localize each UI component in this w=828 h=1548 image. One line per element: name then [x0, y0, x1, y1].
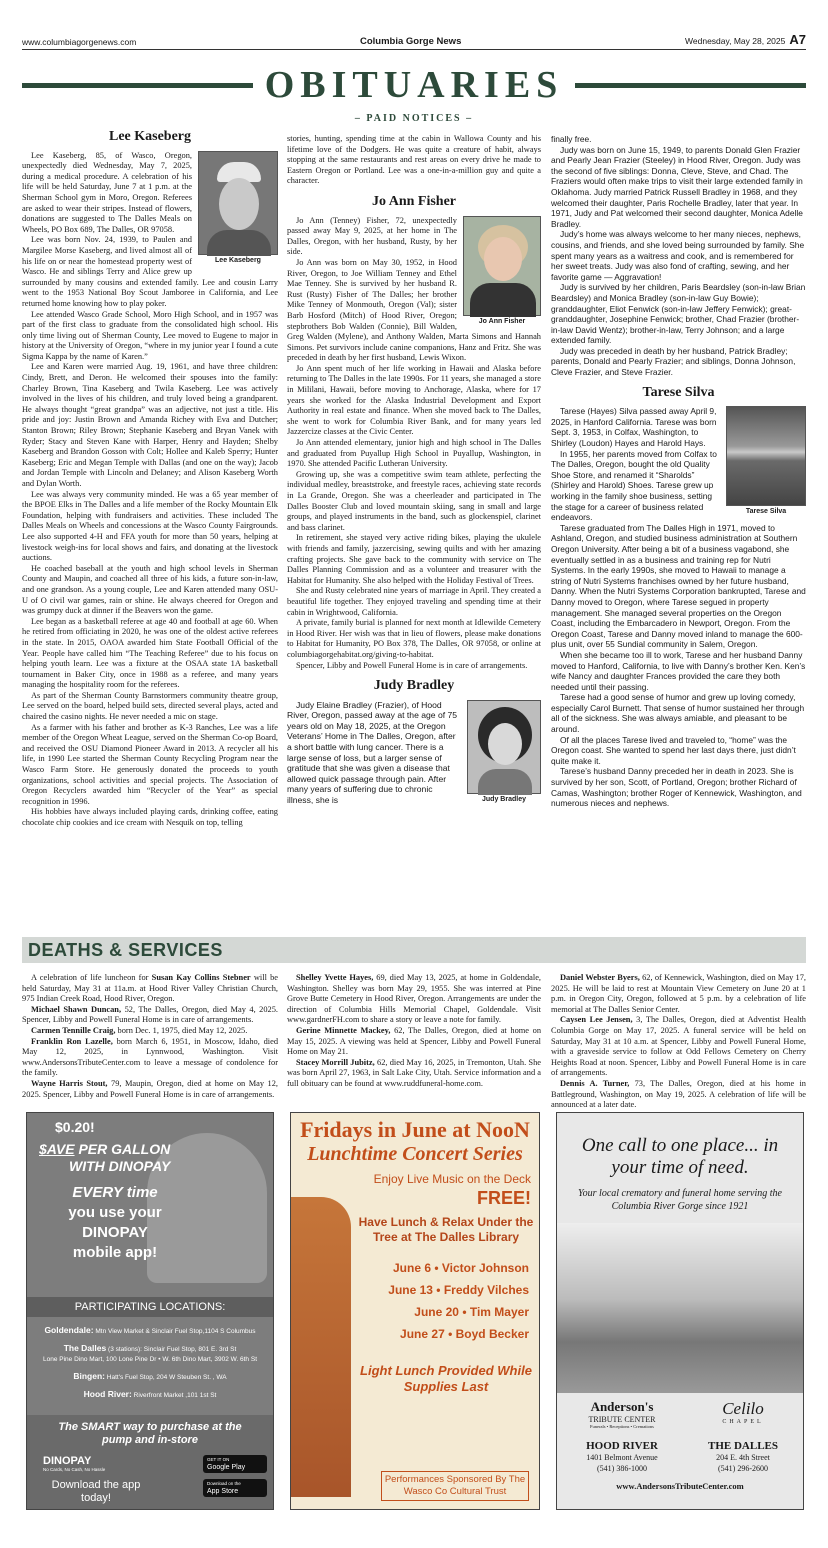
ad-andersons-tribute[interactable]	[556, 1112, 804, 1510]
paragraph: Judy Elaine Bradley (Frazier), of Hood River, Oregon, passed away at the age of 75 years old on May 18, 2025, at the Oregon Veterans’ Home in The Dalles, Oregon, after a short battle with lung cancer. There is a large sense of loss, but a larger sense of gratitude that she was given a disease that allowed quick passage through pain. After many years of suffering due to chronic illness, she is	[287, 699, 458, 806]
notice-text: 52, The Dalles, Oregon, died May 4, 2025. Spencer, Libby and Powell Funeral Home is in care of arrangements.	[22, 1004, 278, 1025]
deceased-name: Daniel Webster Byers,	[560, 973, 640, 982]
portrait-image	[463, 216, 541, 316]
page-number: A7	[789, 32, 806, 47]
deaths-column-3	[551, 973, 806, 1110]
paragraph: Jo Ann was born on May 30, 1952, in Hood River, Oregon, to Joe William Tenney and Ethel Mae Tenney. She is survived by her husband R. Rust (Rusty) Fisher of The Dalles; her brother Mike Tenney of Monmouth, Oregon (Val); sister Barb Hosford (Mitch) of Hood River, Oregon; stepbrothers Bob Walden (Connie), Bill Walden, Greg Walden (Mylene), and Anthony Walden, Marta Simons and Hannah Simons. Pet survivors include canine companions, Hanz and Fritz. She was preceded in death by her first husband, Lewis Wixon.	[287, 257, 541, 363]
deceased-name: Shelley Yvette Hayes,	[296, 973, 374, 982]
photo-tarese	[726, 406, 806, 518]
deceased-name: Caysen Lee Jensen,	[560, 1015, 633, 1025]
paragraph: Spencer, Libby and Powell Funeral Home is in care of arrangements.	[296, 660, 528, 670]
date: June 13	[388, 1283, 433, 1297]
concert-date: June 13 • Freddy Vilches	[388, 1283, 529, 1297]
paragraph: Growing up, she was a competitive swim team athlete, perfecting the individual medley, breaststroke, and freestyle races, achieving state records in La Grande, Oregon. She was a cheerleader and participated in The Dalles Booster Club and loved mountain skiing, sang in small and large groups, and played instruments in the band, such as glockenspiel, clarinet and bass clarinet.	[287, 469, 541, 532]
location-address: Mtn View Market & Sinclair Fuel Stop,1104 S Columbus	[95, 1328, 256, 1335]
performer: Tim Mayer	[469, 1305, 529, 1319]
death-notice	[551, 1079, 806, 1111]
performer: Freddy Vilches	[443, 1283, 529, 1297]
dinopay-logo	[43, 1455, 105, 1472]
photo-caption: Judy Bradley	[482, 795, 526, 803]
concert-title: Fridays in June at NooN	[300, 1117, 530, 1142]
obit-lee-kaseberg	[22, 128, 278, 928]
location-address: Riverfront Market ,101 1st St	[133, 1392, 217, 1399]
photo-caption: Tarese Silva	[745, 508, 787, 516]
obituaries-banner	[22, 62, 806, 108]
logo-text: Celilo	[722, 1399, 764, 1418]
date: June 6	[392, 1261, 431, 1275]
badge-label: Google Play	[207, 1464, 246, 1471]
location-phone[interactable]: (541) 386-1000	[597, 1464, 647, 1473]
location-name: The Dalles	[63, 1343, 107, 1353]
paragraph: Tarese’s husband Danny preceded her in death in 2023. She is survived by her son, Scott, of Portland, Oregon; brother Richard of Camas, Washington; brother Roger of Kennewick, Washington, and numerous nieces and nephews.	[551, 766, 802, 809]
mobile-app-text: mobile app!	[72, 1244, 158, 1261]
logo-tagline: Funerals • Receptions • Cremations	[590, 1424, 654, 1429]
location-name: Hood River:	[83, 1389, 132, 1399]
photo-joann	[463, 216, 541, 328]
paragraph: Judy is survived by her children, Paris Beardsley (son-in-law Brian Beardsley) and Monica Bradley (son-in-law Guy Bowie); granddaughter, Eliot Fenwick (son-in-law Jeffery Fenwick); great-granddaughter, Josephine Fenwick; brother, Chad Frazier (brother-in-law David Wentz); brother-in-law, Terry Johnson; and a large extended family.	[551, 282, 806, 346]
death-notice	[22, 973, 278, 1005]
notice-text: 73, The Dalles, Oregon, died at his home in Battleground, Washington, on May 19, 2025. A celebration of life will be announced at a later date.	[551, 1078, 806, 1110]
light-lunch-text: Light Lunch Provided While Supplies Last	[360, 1363, 532, 1394]
death-notice	[287, 973, 541, 1026]
paragraph: Judy was born on June 15, 1949, to parents Donald Glen Frazier and Pearly Jean Frazier (Steeley) in Hood River, Oregon. Judy was the second of five siblings: Donna, Cleve, Steve, and Chad. The Fraziers would often make trips to visit their large extended family in Oklahoma. Judy married Patrick Russell Bradley in 1968, and they welcomed their daughter, Paris Rochelle Bradley, later that year. In 1971, Judy and Pat welcomed their second daughter, Monica Adelle Bradley.	[551, 144, 803, 229]
deceased-name: Wayne Harris Stout,	[31, 1078, 108, 1088]
location-address: Hatt's Fuel Stop, 204 W Steuben St. , WA	[106, 1374, 227, 1381]
paragraph: Jo Ann spent much of her life working in Hawaii and Alaska before returning to The Dalles in the late 1990s. For 11 years, she managed a store in Mililani, Hawaii, before moving to Anchorage, Alaska, where for 17 years she worked for the Alaska Industrial Development and Export Authority in real estate and finance. When she moved back to The Dalles, she went to work for Columbia River Bank, and for many years led Jazzercize classes at the Civic Center.	[287, 363, 541, 437]
paragraph: Lee and Karen were married Aug. 19, 1961, and have three children: Cindy, Brett, and Deron. He welcomed their spouses into the family: Charley Brown, Tina Kaseberg and Twila Kaseberg. Lee was actively involved in the lives of his children, and truly loved being a grandparent. He always thought “great grandpa” was an adjective, not just a title. His pride and joy: Justin Brown and Amanda Richey with Eva and Dutcher; Stanton Brown; Riley Brown; Stephanie Kaseberg and Bryan Vanek with Ryder; Stacy and Steven Kane with Harper, Henry and Hayden; Shelby Kaseberg and Brandon Gosson with Colt; Hollee and Kaleb Sperry; Hunter Kaseberg; Eric and Megan Temple with Dallas (and one on the way); Jacob and Jordan Temple with Lincoln and Delaney; and Alison Kaseberg Worth and Dylan Worth.	[22, 362, 278, 488]
location-name: Goldendale:	[44, 1325, 94, 1335]
badge-pre: Download on the	[207, 1481, 241, 1486]
death-notice	[551, 1015, 806, 1079]
location-name: Bingen:	[73, 1371, 105, 1381]
paragraph: Lee was born Nov. 24, 1939, to Paulen and Margilee Morse Kaseberg, and lived almost all of his life on or near the homestead property west of Wasco. He and siblings Terry and Alice grew up surrounded by many cousins and extended family. Lee and cousin Larry went to the 1953 National Boy Scout Jamboree in California, and Lee returned home knowing how to play poker.	[22, 235, 278, 308]
death-notice	[22, 1005, 278, 1026]
death-notice	[287, 1058, 541, 1090]
free-text: FREE!	[477, 1188, 531, 1208]
photo-lee	[198, 151, 278, 267]
logo-subtext: CHAPEL	[722, 1419, 764, 1425]
lunch-relax-text: Have Lunch & Relax Under the Tree at The Dalles Library	[358, 1215, 534, 1244]
paragraph: Lee was always very community minded. He was a 65 year member of the BPOE Elks in The Dalles and a life member of the Rocky Mountain Elk Foundation, helping with fundraisers and activities. These included The Dalles Meals on Wheels and concessions at the Wasco County Fairgrounds. Lee also supported 4-H and FFA youth for more than 50 years, helping at livestock weigh-ins for local shows and fairs, and donating at the livestock auctions.	[22, 489, 278, 563]
date: June 27	[400, 1327, 445, 1341]
deceased-name: Michael Shawn Duncan,	[31, 1004, 122, 1014]
concert-date: June 27 • Boyd Becker	[400, 1327, 529, 1341]
price-text: $0.20!	[55, 1119, 95, 1135]
badge-pre: GET IT ON	[207, 1457, 230, 1462]
ad-url[interactable]: www.AndersonsTributeCenter.com	[616, 1481, 744, 1491]
obit-name-tarese: Tarese Silva	[642, 384, 715, 400]
the-dalles-location	[687, 1441, 799, 1474]
per-gallon-text: PER GALLON	[78, 1141, 171, 1157]
concert-subtitle: Lunchtime Concert Series	[307, 1143, 523, 1165]
paid-notices-label: – PAID NOTICES –	[354, 113, 474, 124]
obit-column-2	[287, 134, 541, 928]
sponsor-text: Performances Sponsored By The Wasco Co Cultural Trust	[381, 1471, 529, 1501]
locations-title: PARTICIPATING LOCATIONS:	[27, 1297, 273, 1317]
paragraph: Jo Ann (Tenney) Fisher, 72, unexpectedly passed away May 9, 2025, at her home in The Dalles, Oregon, with her husband, Rusty, by her side.	[287, 215, 457, 257]
notice-text: 79, Maupin, Oregon, died at home on May 12, 2025. Spencer, Libby and Powell Funeral Home is in care of arrangements.	[22, 1078, 278, 1099]
paragraph: Of all the places Tarese lived and traveled to, “home” was the Oregon coast. She wanted to spend her last days there, just didn’t quite make it.	[551, 734, 796, 766]
notice-text: born Dec. 1, 1975, died May 12, 2025.	[115, 1025, 248, 1035]
paragraph: When she became too ill to work, Tarese and her husband Danny moved to Hanford, California, to live with Danny’s brother Ken. Ken’s wife Nancy and daughter Frances provided the care they both needed until their passing.	[551, 649, 806, 692]
site-url[interactable]: www.columbiagorgenews.com	[22, 37, 137, 47]
celilo-logo	[687, 1399, 799, 1425]
concert-date: June 20 • Tim Mayer	[414, 1305, 529, 1319]
ad-subheadline: Your local crematory and funeral home serving the Columbia River Gorge since 1921	[578, 1188, 782, 1212]
location-phone[interactable]: (541) 296-2600	[718, 1464, 768, 1473]
tree-illustration	[291, 1197, 351, 1497]
deceased-name: Stacey Morrill Jubitz,	[296, 1057, 375, 1067]
paragraph: She and Rusty celebrated nine years of marriage in April. They created a beautiful life together. They enjoyed traveling and spending time at their cabin in Wrightwood, California.	[287, 586, 541, 617]
notice-text: 62, of Kennewick, Washington, died on May 17, 2025. He will be laid to rest at Mountain View Cemetery on June 20 at 1 p.m. in Oregon City, Oregon, followed at 5 p.m. by a celebration of life memorial at The Dalles Senior Center.	[551, 973, 806, 1014]
location-address: 1401 Belmont Avenue	[586, 1453, 658, 1462]
paragraph: stories, hunting, spending time at the cabin in Wallowa County and his lifetime love of the Dodgers. He was quite a creature of habit, always stopping at the same restaurants and rest areas on every drive he made to Eastern Oregon or Portland. Lee was a one-in-a-million guy and quite a character.	[287, 134, 541, 186]
banner-rule-right	[575, 83, 806, 88]
portrait-image	[467, 700, 541, 794]
deceased-name: Dennis A. Turner,	[560, 1078, 630, 1088]
ad-concert-series[interactable]	[290, 1112, 540, 1510]
concert-date: June 6 • Victor Johnson	[392, 1261, 529, 1275]
performer: Victor Johnson	[441, 1261, 529, 1275]
logo-subtext: TRIBUTE CENTER	[588, 1415, 656, 1424]
location-address: (3 stations): Sinclair Fuel Stop, 801 E. 3rd St	[108, 1346, 237, 1353]
photo-judy	[467, 700, 541, 806]
section-title: OBITUARIES	[264, 64, 564, 106]
logo-subtext: No Cards, No Cash, No Hassle	[43, 1467, 106, 1472]
paragraph: In retirement, she stayed very active riding bikes, playing the ukulele with friends and family, jazzercising, sewing quilts and with her amazing crafting projects. She gave back to the community with service on The Dalles Planning Commission and as a volunteer and treasurer with the Habitat for Humanity. She also helped with the Holiday Festival of Trees.	[287, 533, 541, 585]
paragraph: Tarese graduated from The Dalles High in 1971, moved to Ashland, Oregon, and studied business administration at Southern Oregon University. After being a bit of a business vagabond, she eventually settled in as a business and training rep for Nutri Systems. In the early 1990s, she moved to Hawaii to manage a string of Nutri Systems franchises owned by her future husband, Danny. When the Nutri Systems Corporation bankrupted, Tarese and Danny moved to Oregon, where Tarese segued in property management. She managed several properties on the Oregon Coast, including the Embarcadero in Newport, Oregon. From the Oregon Coast, Tarese and Danny moved inland to manage the 600-plus unit, over 55 Sundial community in Salem, Oregon.	[551, 522, 806, 650]
hood-river-location	[563, 1441, 681, 1474]
logo-text: DINOPAY	[43, 1455, 92, 1467]
paragraph: finally free.	[551, 134, 592, 144]
page-header	[22, 34, 806, 50]
paragraph: As part of the Sherman County Barnstormers community theatre group, Lee served on the board, helped build sets, directed several plays, acted and chaired the casino nights. He never needed a mic on stage.	[22, 690, 278, 722]
with-dinopay-text: WITH DINOPAY	[69, 1158, 171, 1174]
deceased-name: Susan Kay Collins Stebner	[151, 973, 251, 982]
gorge-landscape-image	[557, 1223, 803, 1393]
date: June 20	[414, 1305, 459, 1319]
notice-text: 62, The Dalles, Oregon, died at home on May 15, 2025. A viewing was held at Spencer, Libby and Powell Funeral Home on May 21.	[287, 1025, 542, 1057]
death-notice	[551, 973, 806, 1015]
paragraph: A private, family burial is planned for next month at Idlewilde Cemetery in Hood River. Her wish was that in lieu of flowers, please make donations to Habitat for Humanity, PO Box 378, The Dalles, OR 97058, or online at columbiagorgehabitat.org/giving-to-habitat.	[287, 618, 541, 659]
notice-text: 69, died May 13, 2025, at home in Goldendale, Washington. Shelley was born May 29, 1955. She was interred at Pine Grove Butte Cemetery in Hood River, Oregon. Arrangements are under the direction of Columbia Hills Memorial Chapel, Goldendale. Visit www.gardnerFH.com to share a story or leave a note for family.	[287, 973, 541, 1025]
deaths-services-header	[22, 937, 806, 963]
section-title: DEATHS & SERVICES	[28, 940, 223, 960]
google-play-badge[interactable]	[203, 1455, 267, 1473]
notice-text: 62, died May 16, 2025, in Tremonton, Utah. She was born April 27, 1963, in Salt Lake City, Utah. Service information and a full obituary can be found at www.ruddfuneral-home.com.	[287, 1057, 541, 1088]
obit-name-judy: Judy Bradley	[373, 678, 455, 694]
paragraph: His hobbies have always included playing cards, drinking coffee, eating chocolate chip cookies and ice cream with Nesquik on top, telling	[22, 807, 278, 827]
deceased-name: Carmen Tennille Craig,	[31, 1025, 116, 1035]
smart-tagline: The SMART way to purchase at the pump and in-store	[58, 1421, 242, 1446]
download-text: Download the app today!	[51, 1479, 141, 1504]
paper-name: Columbia Gorge News	[360, 36, 462, 47]
you-use-text: you use your	[68, 1204, 162, 1221]
paragraph: Jo Ann attended elementary, junior high and high school in The Dalles and graduated from Puyallup High School in Puyallup, Washington, in 1970. She attended Pacific Lutheran University.	[287, 438, 541, 469]
andersons-logo	[563, 1399, 681, 1429]
paragraph: He coached baseball at the youth and high school levels in Sherman County and Maupin, and coached all three of his kids, a future son-in-law, and one grandson. As a young couple, Lee and Karen attended many OSU-U of O civil war games, rain or shine. He always cheered for Oregon and was grumpy duck at dinner if the Beavers won the game.	[22, 563, 278, 616]
notice-text: born March 6, 1951, in Moscow, Idaho, died May 12, 2025, in Lynnwood, Washington. Visit www.AndersonsTributeCenter.com to leave a message of condolence for the family.	[22, 1036, 279, 1078]
photo-caption: Jo Ann Fisher	[478, 317, 526, 325]
paragraph: Tarese (Hayes) Silva passed away April 9, 2025, in Hanford California. Tarese was born Sept. 3, 1953, in Colfax, Washington, to Shirley (Loudon) Hayes and Harold Hays.	[551, 406, 717, 449]
death-notice	[22, 1037, 278, 1079]
notice-text: 3, The Dalles, Oregon, died at Adventist Health Columbia Gorge on May 17, 2025. A funeral service will be held on Saturday, May 31 at 10 a.m. at Spencer, Libby and Powell Funeral Home, with a graveside service to follow at Odd Fellows Cemetery on Cherry Heights Road at noon. Spencer, Libby and Powell Funeral Home is in care of arrangements.	[551, 1015, 806, 1078]
death-notice	[22, 1026, 278, 1037]
obit-column-3	[551, 134, 806, 928]
dinopay-text: DINOPAY	[82, 1224, 148, 1241]
logo-text: Anderson's	[590, 1399, 654, 1414]
paragraph: Lee began as a basketball referee at age 40 and football at age 60. When he retired from officiating in 2020, he was one of the oldest active referees in the state. In 2015, OAOA awarded him State Football Official of the Year. People have called him “The Teaching Referee” due to his focus on helping youth learn. Lee was a fixture at the OSAA state 1A basketball tournament in Baker City, once in 1988 as a referee, and many years managing the hospitality room for the referees.	[22, 616, 278, 690]
deaths-column-2	[287, 973, 541, 1088]
enjoy-text: Enjoy Live Music on the Deck	[373, 1172, 531, 1186]
paragraph: As a farmer with his father and brother as K-3 Ranches, Lee was a life member of the Oregon Wheat League, served on the Sherman Co-op Board, and received the OSU Diamond Pioneer Award in 2013. A recycler all his life, in 1990 Lee started the Sherman County Recycling Program near the Wasco Farm Store. He generously donated the proceeds to youth organizations, school activities and special projects. The Association of Oregon Recyclers awarded him “Recycler of the Year” as special recognition in 1996.	[22, 722, 278, 806]
location-city: HOOD RIVER	[586, 1440, 658, 1452]
paragraph: Judy’s home was always welcome to her many nieces, nephews, cousins, and friends, and she loved being surrounded by family. She spent many years as a waitress and cook, and is remembered for her sweet treats. Judy was also fond of crafting, sewing, and her favorite game — Aggravation!	[551, 229, 805, 282]
location-address: Lone Pine Dino Mart, 100 Lone Pine Dr • W. 6th Dino Mart, 3902 W. 6th St	[43, 1356, 257, 1363]
deceased-name: Franklin Ron Lazelle,	[31, 1036, 113, 1046]
portrait-image	[198, 151, 278, 255]
death-notice	[22, 1079, 278, 1100]
banner-rule-left	[22, 83, 253, 88]
every-time-text: EVERY time	[72, 1184, 158, 1201]
obit-name: Lee Kaseberg	[108, 129, 192, 144]
paragraph: In 1955, her parents moved from Colfax to The Dalles, Oregon, bought the old Quality Shoe Store, and renamed it “Sharolds” (Shirley and Harold) Shoes. Tarese grew up working in the family shoe business, setting the stage for a career of business related endeavors.	[551, 448, 717, 523]
app-store-badge[interactable]	[203, 1479, 267, 1497]
paragraph: Tarese had a good sense of humor and grew up loving comedy, especially Carol Burnett. That sense of humor sustained her through all of the sickness. She was always amiable, and pleasant to be around.	[551, 692, 805, 735]
ad-headline: One call to one place... in your time of need.	[581, 1135, 779, 1178]
paragraph: Lee attended Wasco Grade School, Moro High School, and in 1957 was part of the first class to graduate from the consolidated high school. His only time living out of Sherman County, Lee moved to Eugene to major in history at the University of Oregon, “where in my junior year I found a cute Sigma Kappa by the name of Karen.”	[22, 309, 278, 361]
paragraph: Lee Kaseberg, 85, of Wasco, Oregon, unexpectedly died Wednesday, May 7, 2025, during a medical procedure. A celebration of his life will be held Saturday, June 7 at 1 p.m. at the Sherman School gym in Moro, Oregon. Referees are asked to wear their stripes. Instead of flowers, donations are suggested to The Dalles Meals on Wheels, PO Box 689, The Dalles, OR 97058.	[22, 150, 192, 234]
save-text: $AVE	[39, 1141, 75, 1157]
location-address: 204 E. 4th Street	[716, 1453, 770, 1462]
death-notice	[287, 1026, 541, 1058]
badge-label: App Store	[207, 1488, 239, 1495]
notice-text: will be held Saturday, May 31 at 11a.m. at Hood River Valley Christian Church, 975 Indian Creek Road, Hood River, Oregon.	[22, 973, 279, 1004]
deaths-column-1	[22, 973, 279, 1099]
paragraph: Judy was preceded in death by her husband, Patrick Bradley; parents, Donald and Pearly Frazier; and siblings, Donna Johnson, Cleve Frazier, and Steve Frazier.	[551, 345, 796, 378]
location-city: THE DALLES	[708, 1440, 778, 1452]
performer: Boyd Becker	[455, 1327, 529, 1341]
issue-date: Wednesday, May 28, 2025	[685, 36, 786, 46]
obit-name-joann: Jo Ann Fisher	[371, 193, 456, 209]
ad-dinopay[interactable]	[26, 1112, 274, 1510]
deceased-name: Gerine Minnette Mackey,	[296, 1025, 391, 1035]
notice-text: A celebration of life luncheon for	[31, 973, 152, 982]
photo-caption: Lee Kaseberg	[215, 256, 261, 264]
sunset-ocean-image	[726, 406, 806, 506]
